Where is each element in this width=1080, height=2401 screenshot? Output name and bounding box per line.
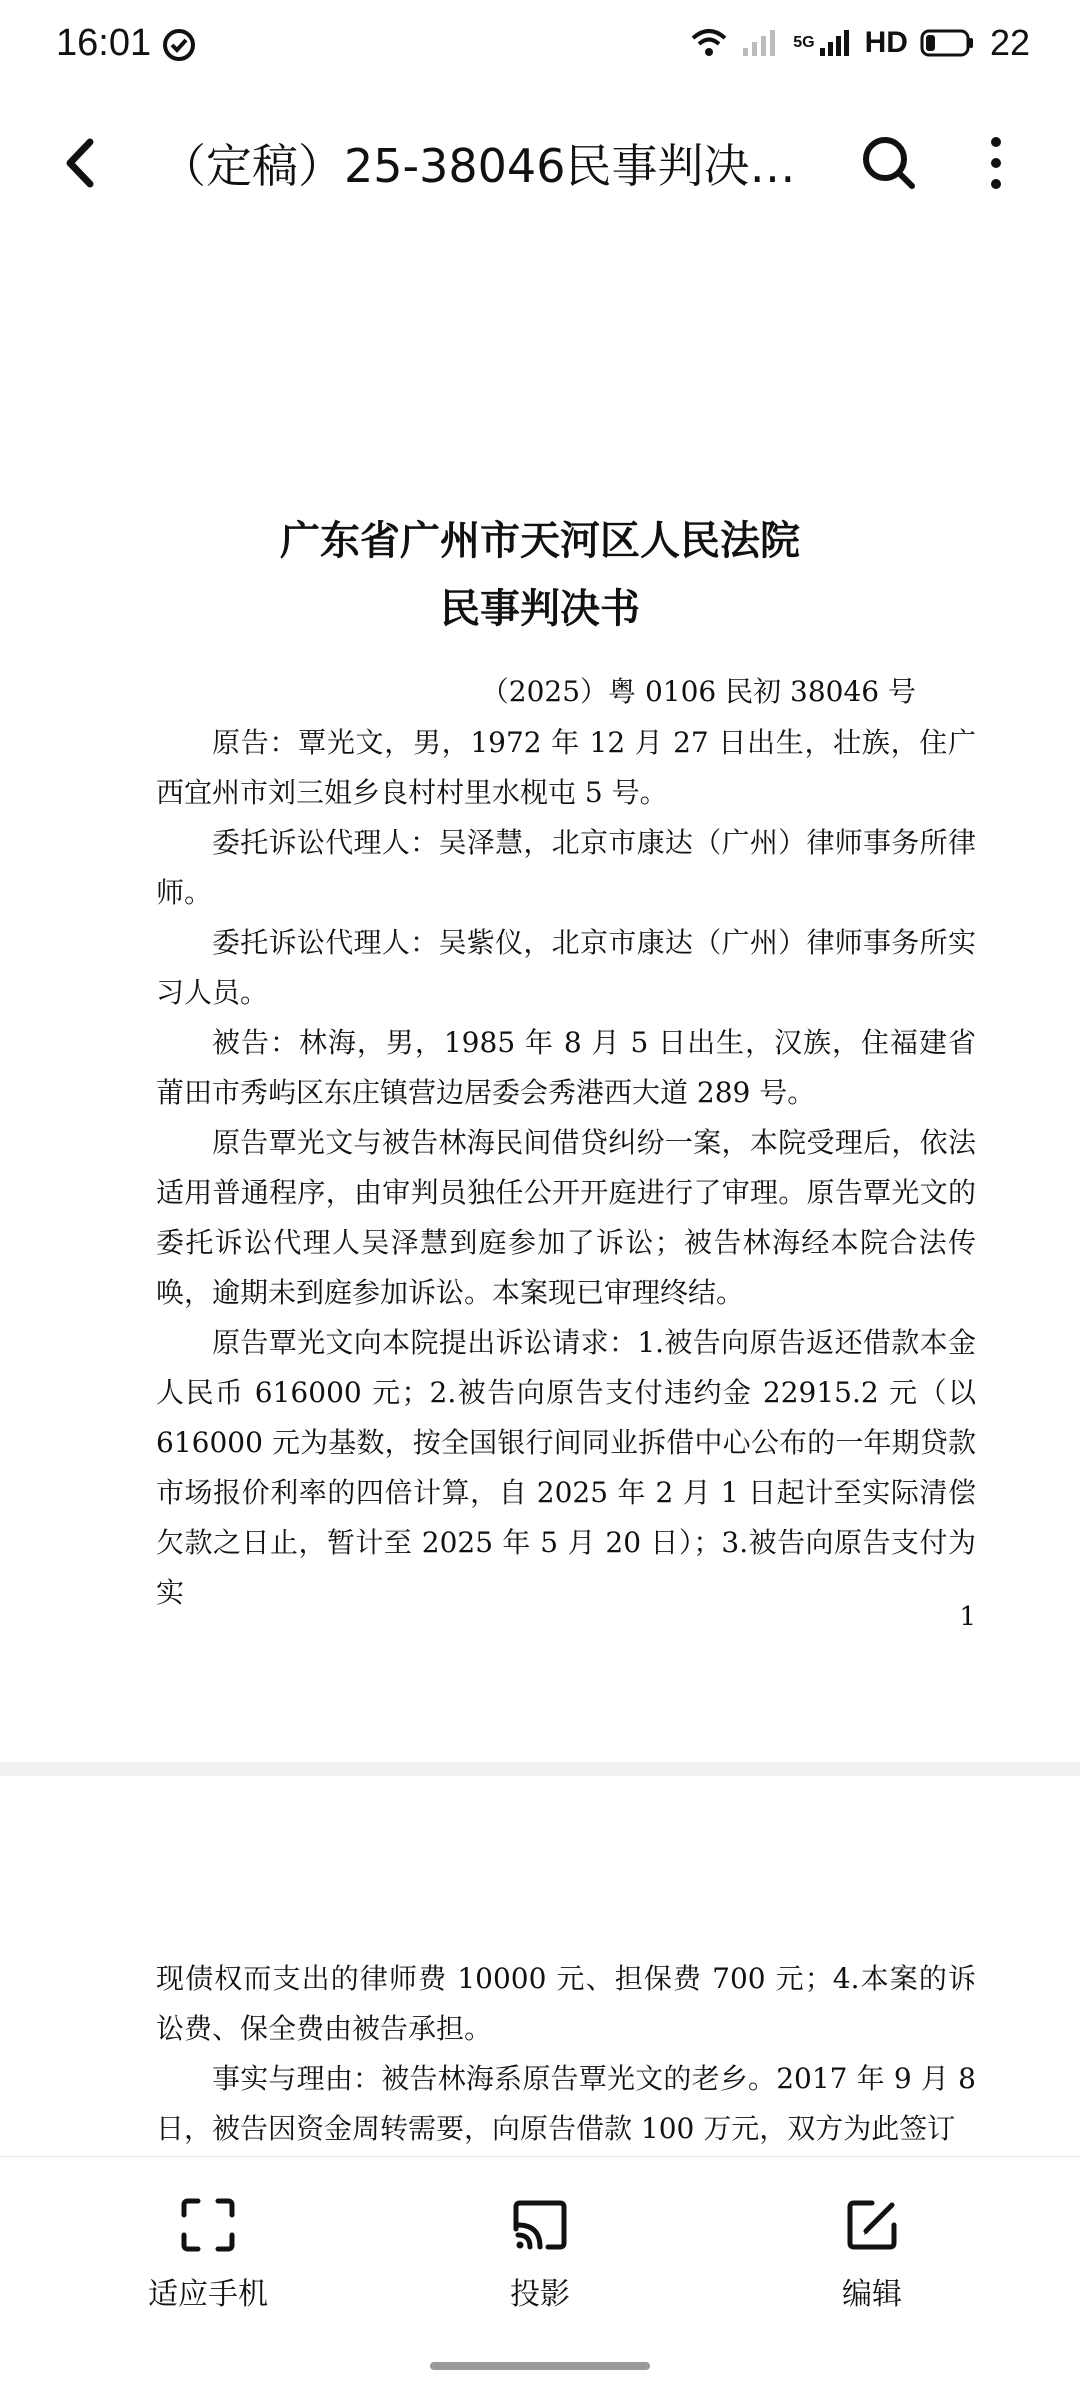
paragraph-plaintiff: 原告：覃光文，男，1972 年 12 月 27 日出生，壮族，住广西宜州市刘三姐乡良村村里水枧屯 5 号。 [156, 726, 976, 809]
more-options-button[interactable] [976, 128, 1016, 198]
edit-label: 编辑 [842, 2277, 902, 2312]
more-vertical-icon [976, 128, 1016, 198]
paragraph-facts: 事实与理由：被告林海系原告覃光文的老乡。2017 年 9 月 8 日，被告因资金周转需要，向原告借款 100 万元，双方为此签订 [156, 2062, 976, 2145]
back-button[interactable] [48, 128, 118, 198]
edit-button[interactable] [772, 2197, 972, 2313]
hd-label: HD [864, 26, 908, 59]
document-page-2[interactable] [0, 1776, 1080, 2156]
paragraph-agent-2: 委托诉讼代理人：吴紫仪，北京市康达（广州）律师事务所实习人员。 [156, 926, 976, 1009]
signal-icon [741, 28, 781, 58]
battery-level: 22 [989, 22, 1030, 63]
page-divider [0, 1762, 1080, 1776]
cast-icon [512, 2197, 568, 2253]
status-bar [0, 0, 1080, 92]
status-time: 16:01 [56, 22, 152, 64]
fit-phone-button[interactable] [108, 2197, 308, 2313]
wifi-icon [689, 28, 729, 58]
home-indicator[interactable] [430, 2362, 650, 2370]
document-type-heading: 民事判决书 [440, 585, 640, 632]
paragraph-agent-1: 委托诉讼代理人：吴泽慧，北京市康达（广州）律师事务所律师。 [156, 826, 976, 909]
page1-body [156, 718, 976, 1618]
search-button[interactable] [854, 128, 924, 198]
paragraph-case-summary: 原告覃光文与被告林海民间借贷纠纷一案，本院受理后，依法适用普通程序，由审判员独任公开开庭进行了审理。原告覃光文的委托诉讼代理人吴泽慧到庭参加了诉讼；被告林海经本院合法传唤，逾期未到庭参加诉讼。本案现已审理终结。 [156, 1126, 976, 1309]
paragraph-claims-continued: 现债权而支出的律师费 10000 元、担保费 700 元；4.本案的诉讼费、保全费由被告承担。 [156, 1962, 976, 2045]
cast-label: 投影 [510, 2277, 570, 2312]
cast-button[interactable] [440, 2197, 640, 2313]
network-label: 5G [793, 34, 815, 51]
document-title: （定稿）25-38046民事判决… [160, 139, 796, 193]
page2-body [156, 1954, 976, 2154]
search-icon [854, 128, 924, 198]
paragraph-defendant: 被告：林海，男，1985 年 8 月 5 日出生，汉族，住福建省莆田市秀屿区东庄镇营边居委会秀港西大道 289 号。 [156, 1026, 976, 1109]
fit-phone-label: 适应手机 [148, 2277, 268, 2312]
back-arrow-icon [48, 128, 118, 198]
document-page-1[interactable] [0, 222, 1080, 1762]
case-number: （2025）粤 0106 民初 38046 号 [480, 675, 916, 708]
signal-5g-icon [793, 28, 852, 58]
paragraph-claims: 原告覃光文向本院提出诉讼请求：1.被告向原告返还借款本金人民币 616000 元；2.被告向原告支付违约金 22915.2 元（以 616000 元为基数，按全国银行间同业拆借中心公布的一年期贷款市场报价利率的四倍计算，自 2025 年 2 月 1 日起计至实际清偿欠款之日止，暂计至 2025 年 5 月 20 日）；3.被告向原告支付为实 [156, 1326, 976, 1609]
app-bar [0, 92, 1080, 222]
court-name: 广东省广州市天河区人民法院 [280, 517, 800, 564]
page-number: 1 [959, 1602, 976, 1632]
check-circle-icon [162, 28, 196, 62]
fit-screen-icon [180, 2197, 236, 2253]
edit-icon [844, 2197, 900, 2253]
battery-icon [920, 28, 974, 58]
